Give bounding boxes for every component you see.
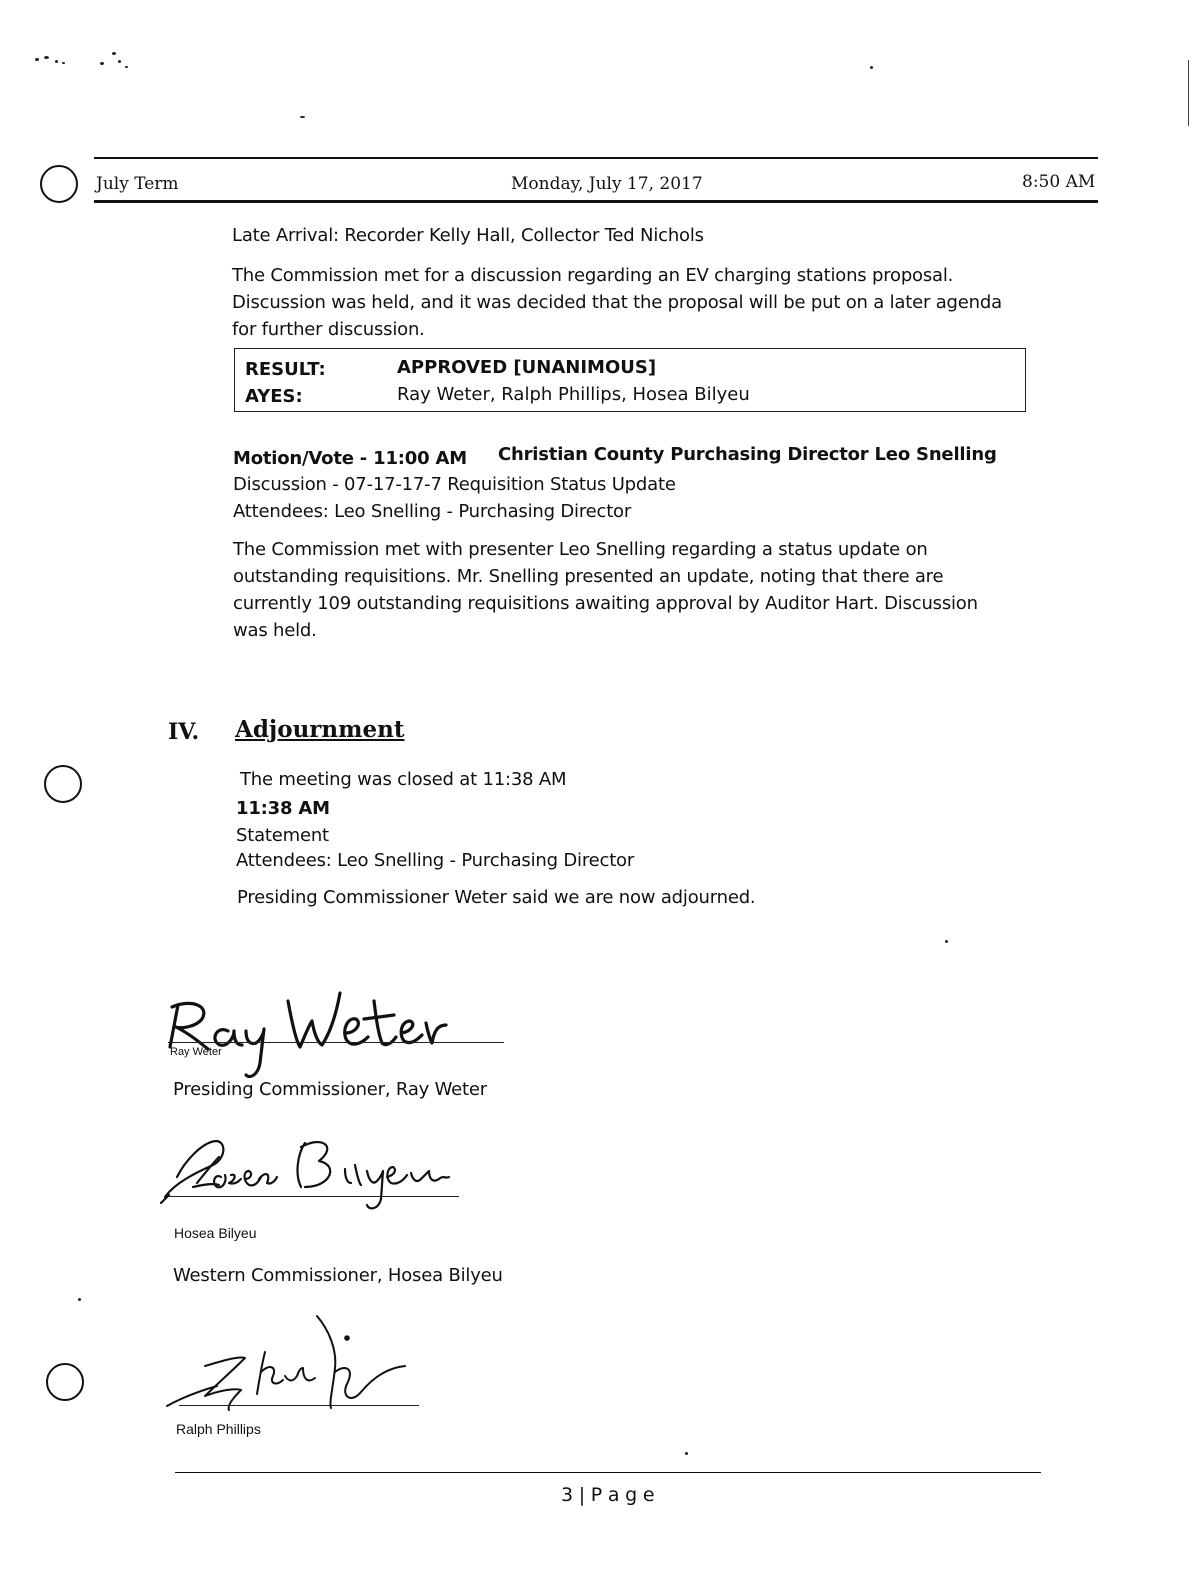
result-box	[234, 348, 1026, 412]
adjournment-attendees: Attendees: Leo Snelling - Purchasing Director	[236, 850, 635, 871]
result-value: APPROVED [UNANIMOUS]	[397, 357, 657, 378]
ev-discussion-line: for further discussion.	[232, 319, 425, 340]
scan-speck	[100, 62, 104, 65]
motion-body	[233, 536, 1033, 644]
adjournment-time: 11:38 AM	[236, 798, 330, 819]
motion-label: Motion/Vote -	[233, 448, 368, 469]
signature-line-weter	[168, 1042, 504, 1043]
signature-title-weter: Presiding Commissioner, Ray Weter	[173, 1079, 487, 1100]
signature-title-bilyeu: Western Commissioner, Hosea Bilyeu	[173, 1265, 503, 1286]
scan-speck	[125, 66, 128, 68]
signature-block-bilyeu	[155, 1125, 465, 1215]
header-date: Monday, July 17, 2017	[511, 174, 703, 194]
adjournment-statement: Presiding Commissioner Weter said we are now adjourned.	[237, 887, 756, 908]
motion-body-line: currently 109 outstanding requisitions awaiting approval by Auditor Hart. Discussion	[233, 593, 978, 614]
motion-time: 11:00 AM	[373, 448, 467, 469]
scan-speck	[35, 58, 39, 61]
motion-body-line: was held.	[233, 620, 317, 641]
signature-weter	[150, 975, 520, 1085]
signature-block-phillips	[165, 1310, 435, 1420]
motion-discussion: Discussion - 07-17-17-7 Requisition Status Update	[233, 474, 676, 495]
late-arrival-value: Recorder Kelly Hall, Collector Ted Nichols	[344, 225, 704, 246]
late-arrival-line	[232, 222, 704, 249]
signature-block-weter	[150, 975, 520, 1085]
late-arrival-label: Late Arrival:	[232, 225, 339, 246]
ayes-label: AYES:	[245, 386, 303, 407]
scan-speck	[870, 66, 873, 69]
scan-speck	[118, 60, 121, 63]
adjournment-closed: The meeting was closed at 11:38 AM	[240, 769, 567, 790]
scan-speck	[685, 1452, 688, 1455]
signature-caption-weter: Ray Weter	[170, 1046, 222, 1058]
signature-line-bilyeu	[169, 1196, 459, 1197]
motion-title: Christian County Purchasing Director Leo Snelling	[498, 444, 997, 465]
scan-speck	[300, 116, 305, 118]
header-rule-top	[94, 157, 1098, 159]
signature-bilyeu	[155, 1125, 465, 1215]
signature-line-phillips	[179, 1405, 419, 1406]
result-label: RESULT:	[245, 359, 326, 380]
motion-body-line: The Commission met with presenter Leo Snelling regarding a status update on	[233, 539, 928, 560]
header-time: 8:50 AM	[1022, 172, 1096, 192]
footer-rule	[175, 1472, 1041, 1473]
ayes-value: Ray Weter, Ralph Phillips, Hosea Bilyeu	[397, 384, 750, 405]
binder-hole	[40, 165, 78, 203]
adjournment-type: Statement	[236, 825, 329, 846]
section-title: Adjournment	[235, 716, 405, 743]
motion-heading	[233, 445, 467, 472]
scan-speck	[78, 1298, 81, 1301]
motion-body-line: outstanding requisitions. Mr. Snelling presented an update, noting that there are	[233, 566, 944, 587]
binder-hole	[46, 1363, 84, 1401]
scan-speck	[62, 62, 65, 64]
ev-discussion-line: The Commission met for a discussion regarding an EV charging stations proposal.	[232, 265, 954, 286]
section-number: IV.	[168, 719, 200, 745]
ev-discussion-paragraph	[232, 262, 1032, 343]
signature-caption-bilyeu: Hosea Bilyeu	[174, 1225, 257, 1241]
header-rule-bottom	[94, 200, 1098, 203]
ev-discussion-line: Discussion was held, and it was decided that the proposal will be put on a later agenda	[232, 292, 1002, 313]
scan-speck	[945, 940, 948, 943]
scan-speck	[44, 56, 49, 59]
signature-caption-phillips: Ralph Phillips	[176, 1421, 261, 1437]
motion-attendees: Attendees: Leo Snelling - Purchasing Director	[233, 501, 632, 522]
scan-speck	[55, 60, 58, 63]
scan-edge-line	[1188, 60, 1189, 126]
scan-speck	[112, 52, 116, 55]
header-term: July Term	[96, 174, 179, 194]
binder-hole	[44, 765, 82, 803]
signature-phillips	[165, 1310, 435, 1420]
page-number: 3 | P a g e	[561, 1484, 655, 1506]
